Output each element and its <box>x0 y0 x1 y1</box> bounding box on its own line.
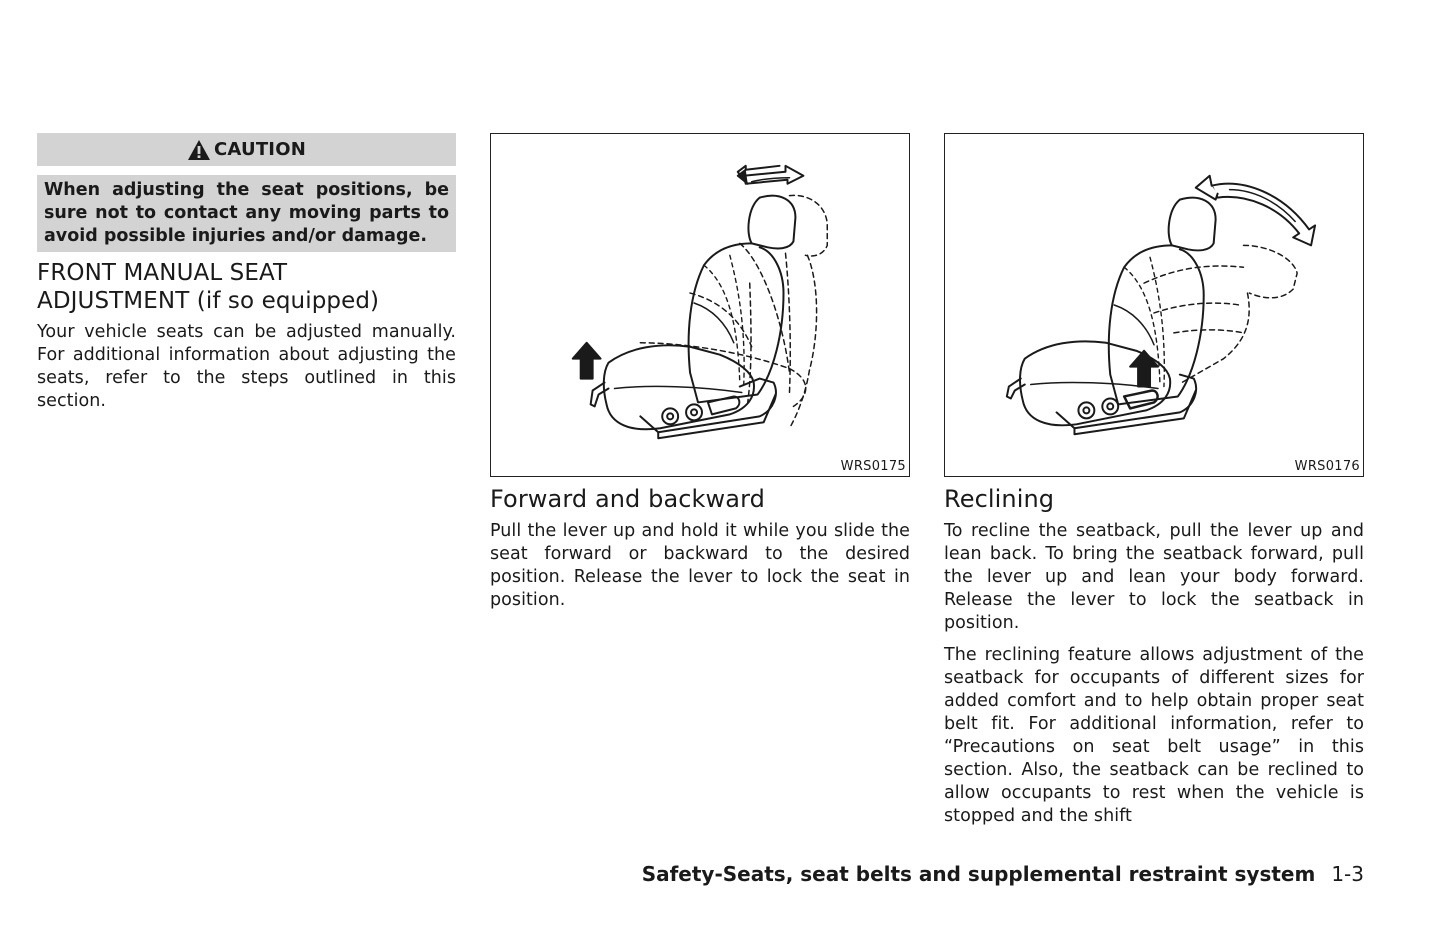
seat-recline-illustration <box>945 134 1363 476</box>
figure-code: WRS0176 <box>1294 459 1360 474</box>
figure-code: WRS0175 <box>840 459 906 474</box>
reclining-title: Reclining <box>944 485 1055 513</box>
warning-triangle-icon <box>187 139 211 161</box>
seat-slide-illustration <box>491 134 909 476</box>
middle-column <box>490 133 910 621</box>
figure-reclining <box>944 133 1364 477</box>
caution-title: CAUTION <box>214 139 306 160</box>
caution-text: When adjusting the seat positions, be sure not to contact any moving parts to avoid possible injuries and/or damage. <box>44 180 449 246</box>
section-intro: Your vehicle seats can be adjusted manually. For additional information about adjusting the seats, refer to the steps outlined in this section. <box>37 322 456 411</box>
left-column <box>37 133 456 422</box>
figure-forward-backward <box>490 133 910 477</box>
page-number: 1-3 <box>1331 862 1364 886</box>
section-heading <box>37 259 456 315</box>
forward-backward-text: Pull the lever up and hold it while you slide the seat forward or backward to the desired position. Release the lever to lock the seat in position. <box>490 521 910 610</box>
section-heading-line1: FRONT MANUAL SEAT <box>37 260 288 286</box>
page-footer <box>642 862 1364 886</box>
caution-header <box>37 133 456 166</box>
right-column <box>944 133 1364 837</box>
footer-section-title: Safety-Seats, seat belts and supplemental restraint system <box>641 862 1316 886</box>
forward-backward-title: Forward and backward <box>490 485 765 513</box>
section-heading-line2: ADJUSTMENT (if so equipped) <box>37 288 380 314</box>
caution-message <box>37 175 456 252</box>
reclining-text-2: The reclining feature allows adjustment of the seatback for occupants of different sizes for added comfort and to help obtain proper seat belt fit. For additional information, refer to “Precautions on seat belt usage” in this section. Also, the seatback can be reclined to allow occupants to rest when the vehicle is stopped and the shift <box>944 645 1364 826</box>
reclining-text-1: To recline the seatback, pull the lever up and lean back. To bring the seatback forward, pull the lever up and lean your body forward. Release the lever to lock the seatback in position. <box>944 521 1364 633</box>
